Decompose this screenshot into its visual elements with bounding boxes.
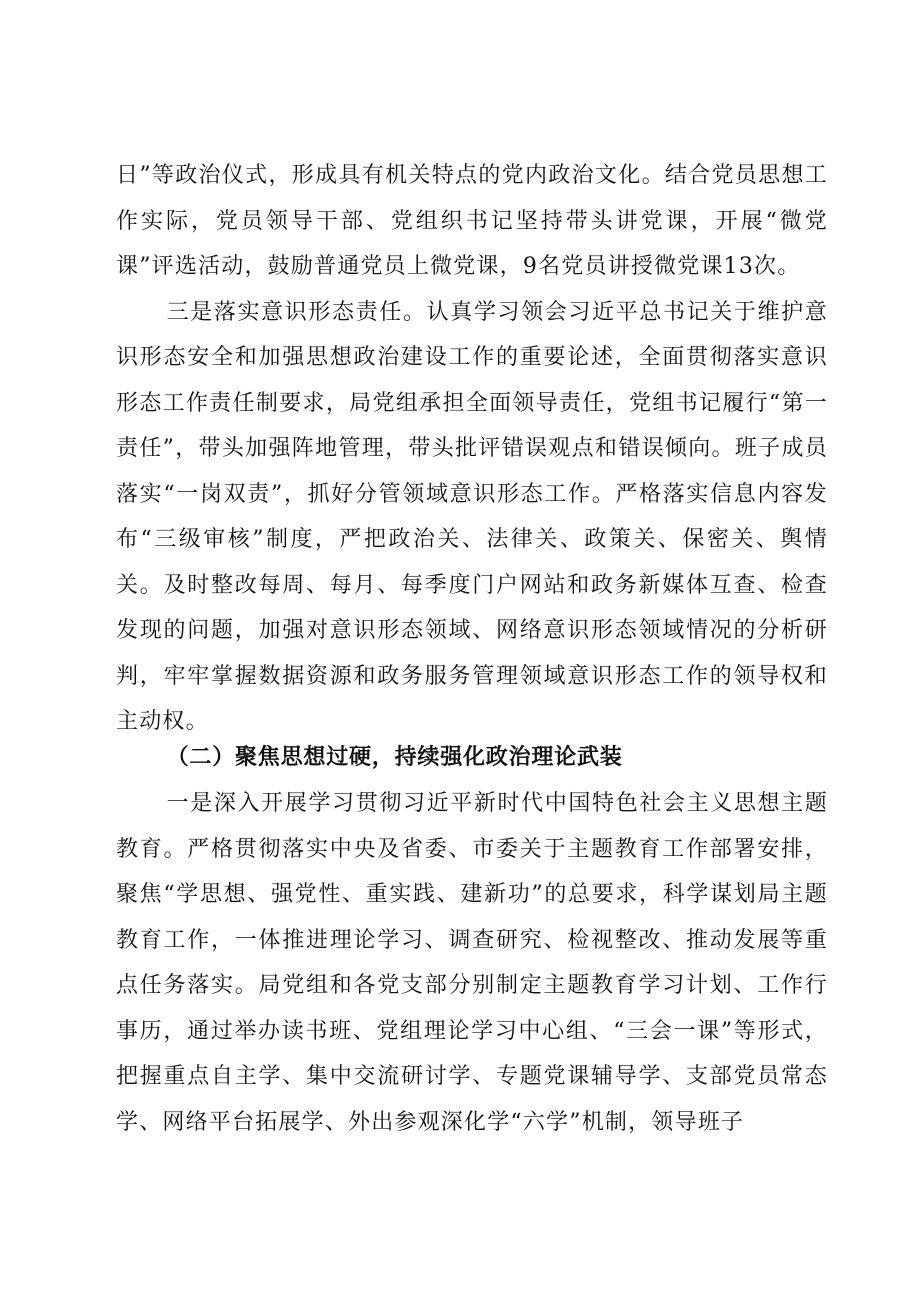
paragraph-continued: 日”等政治仪式，形成具有机关特点的党内政治文化。结合党员思想工作实际，党员领导干部、党组织书记坚持带头讲党课，开展“微党课”评选活动，鼓励普通党员上微党课，9名党员讲授微党课13次。: [116, 163, 828, 279]
body-text-lower: [116, 781, 828, 1145]
section-heading: （二）聚焦思想过硬，持续强化政治理论武装: [166, 745, 623, 770]
body-text-upper: [116, 153, 828, 745]
section-heading-block: [116, 735, 828, 781]
paragraph-ideology-responsibility: 三是落实意识形态责任。认真学习领会习近平总书记关于维护意识形态安全和加强思想政治建设工作的重要论述，全面贯彻落实意识形态工作责任制要求，局党组承担全面领导责任，党组书记履行“第一责任”，带头加强阵地管理，带头批评错误观点和错误倾向。班子成员落实“一岗双责”，抓好分管领域意识形态工作。严格落实信息内容发布“三级审核”制度，严把政治关、法律关、政策关、保密关、舆情关。及时整改每周、每月、每季度门户网站和政务新媒体互查、检查发现的问题，加强对意识形态领域、网络意识形态领域情况的分析研判，牢牢掌握数据资源和政务服务管理领域意识形态工作的领导权和主动权。: [116, 299, 828, 734]
paragraph-theme-education: 一是深入开展学习贯彻习近平新时代中国特色社会主义思想主题教育。严格贯彻落实中央及省委、市委关于主题教育工作部署安排，聚焦“学思想、强党性、重实践、建新功”的总要求，科学谋划局主题教育工作，一体推进理论学习、调查研究、检视整改、推动发展等重点任务落实。局党组和各党支部分别制定主题教育学习计划、工作行事历，通过举办读书班、党组理论学习中心组、“三会一课”等形式，把握重点自主学、集中交流研讨学、专题党课辅导学、支部党员常态学、网络平台拓展学、外出参观深化学“六学”机制，领导班子: [116, 791, 828, 1135]
